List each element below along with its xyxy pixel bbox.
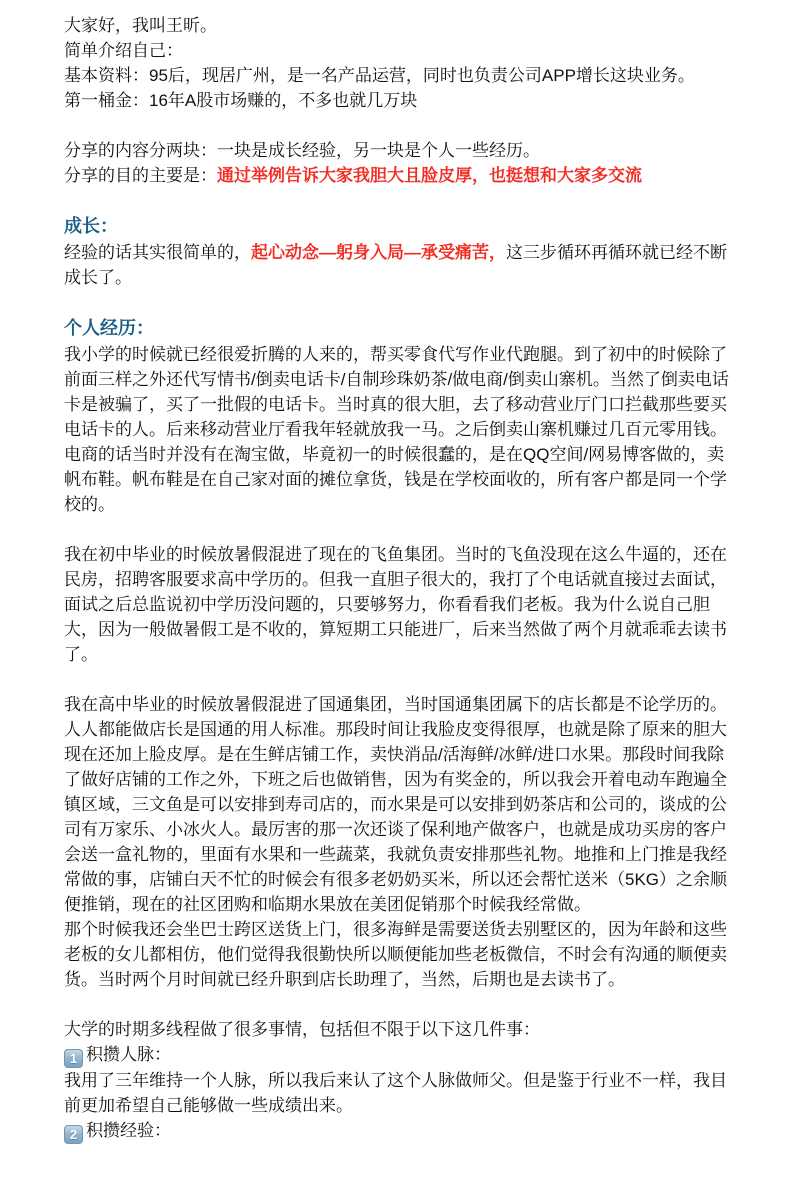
experience-paragraph-guotong: 我在高中毕业的时候放暑假混进了国通集团，当时国通集团属下的店长都是不论学历的。人人都能做店长是国通的用人标准。那段时间让我脸皮变得很厚，也就是除了原来的胆大现在还加上脸皮厚。是在生鲜店铺工作，卖快消品/活海鲜/冰鲜/进口水果。那段时间我除了做好店铺的工作之外，下班之后也做销售，因为有奖金的，所以我会开着电动车跑遍全镇区域，三文鱼是可以安排到寿司店的，而水果是可以安排到奶茶店和公司的，谈成的公司有万家乐、小冰火人。最厉害的那一次还谈了保利地产做客户，也就是成功买房的客户会送一盒礼物的，里面有水果和一些蔬菜，我就负责安排那些礼物。地推和上门推是我经常做的事，店铺白天不忙的时候会有很多老奶奶买米，所以还会帮忙送米（5KG）之余顺便推销，现在的社区团购和临期水果放在美团促销那个时候我经常做。 [64,695,728,914]
experience-paragraph-delivery: 那个时候我还会坐巴士跨区送货上门，很多海鲜是需要送货去别墅区的，因为年龄和这些老板的女儿都相仿，他们觉得我很勤快所以顺便能加些老板微信，不时会有沟通的顺便卖货。当时两个月时间就已经升职到店长助理了，当然，后期也是去读书了。 [64,920,727,989]
growth-text-after: 这三步循环再循环就已经不断成长了。 [64,243,727,287]
college-item-2-title: 积攒经验： [86,1121,171,1140]
experience-section [64,315,741,517]
growth-paragraph [64,240,741,290]
share-content-line: 分享的内容分两块：一块是成长经验，另一块是个人一些经历。 [64,141,540,160]
share-section [64,138,741,188]
experience-paragraph-senior-high [64,692,741,992]
growth-text-before: 经验的话其实很简单的， [64,243,251,262]
share-purpose-label: 分享的目的主要是： [64,166,217,185]
share-purpose-line [64,163,741,188]
experience-heading: 个人经历： [64,318,154,338]
experience-paragraph-primary-school: 我小学的时候就已经很爱折腾的人来的，帮买零食代写作业代跑腿。到了初中的时候除了前面三样之外还代写情书/倒卖电话卡/自制珍珠奶茶/做电商/倒卖山寨机。当然了倒卖电话卡是被骗了，买了一批假的电话卡。当时真的很大胆，去了移动营业厅门口拦截那些要买电话卡的人。后来移动营业厅看我年轻就放我一马。之后倒卖山寨机赚过几百元零用钱。电商的话当时并没有在淘宝做，毕竟初一的时候很蠢的，是在QQ空间/网易博客做的，卖帆布鞋。帆布鞋是在自己家对面的摊位拿货，钱是在学校面收的，所有客户都是同一个学校的。 [64,345,729,514]
college-item-1-body: 我用了三年维持一个人脉，所以我后来认了这个人脉做师父。但是鉴于行业不一样，我目前更加希望自己能够做一些成绩出来。 [64,1071,727,1115]
intro-section [64,13,741,113]
college-item-2-title-line [64,1118,741,1144]
growth-section [64,213,741,290]
college-intro: 大学的时期多线程做了很多事情，包括但不限于以下这几件事： [64,1020,540,1039]
intro-basic-info: 基本资料：95后，现居广州，是一名产品运营，同时也负责公司APP增长这块业务。 [64,66,695,85]
intro-greeting: 大家好，我叫王昕。 [64,16,217,35]
keycap-2-icon: 2 [64,1125,83,1144]
college-section [64,1017,741,1144]
keycap-1-icon: 1 [64,1049,83,1068]
share-purpose-highlight: 通过举例告诉大家我胆大且脸皮厚，也挺想和大家多交流 [217,166,642,185]
college-item-1-title-line [64,1042,741,1068]
college-item-1-title: 积攒人脉： [86,1045,171,1064]
experience-paragraph-junior-high: 我在初中毕业的时候放暑假混进了现在的飞鱼集团。当时的飞鱼没现在这么牛逼的，还在民房，招聘客服要求高中学历的。但我一直胆子很大的，我打了个电话就直接过去面试，面试之后总监说初中学历没问题的，只要够努力，你看看我们老板。我为什么说自己胆大，因为一般做暑假工是不收的，算短期工只能进厂，后来当然做了两个月就乖乖去读书了。 [64,545,727,664]
growth-heading: 成长： [64,216,118,236]
intro-first-bucket: 第一桶金：16年A股市场赚的，不多也就几万块 [64,91,418,110]
intro-self-introduction: 简单介绍自己： [64,41,183,60]
growth-highlight: 起心动念—躬身入局—承受痛苦， [251,243,506,262]
